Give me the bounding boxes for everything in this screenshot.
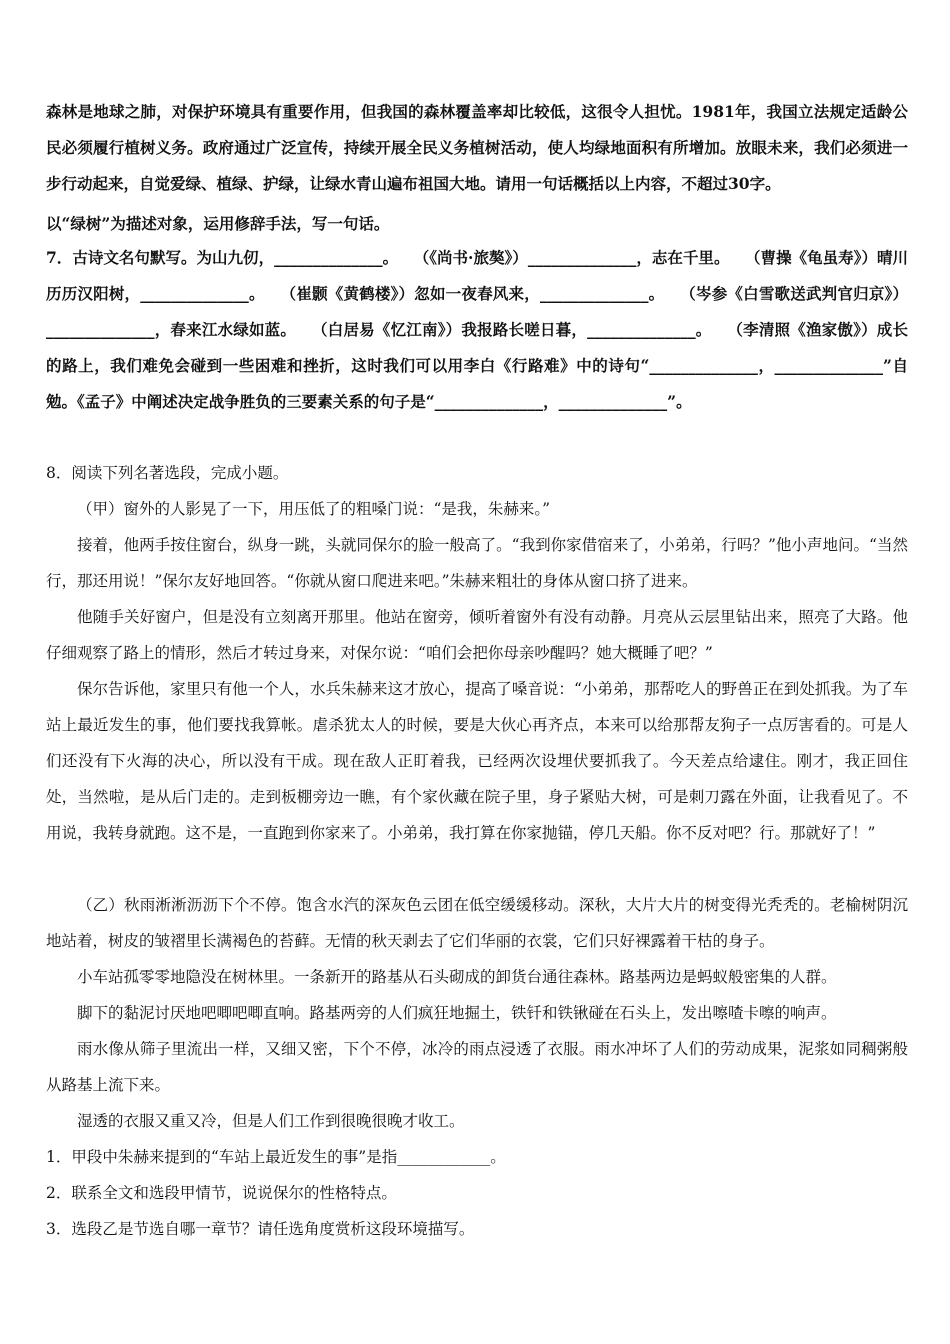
- passage-jia-p1: （甲）窗外的人影晃了一下，用压低了的粗嗓门说：“是我，朱赫来。”: [77, 500, 551, 518]
- passage-yi-p3: 脚下的黏泥讨厌地吧唧吧唧直响。路基两旁的人们疯狂地掘土，铁钎和铁锹碰在石头上，发出嚓喳卡嚓的响声。: [77, 1004, 837, 1022]
- intro-passage: 森林是地球之肺，对保护环境具有重要作用，但我国的森林覆盖率却比较低，这很令人担忧。1981年，我国立法规定适龄公民必须履行植树义务。政府通过广泛宣传，持续开展全民义务植树活动，使人均绿地面积有所增加。放眼未来，我们必须进一步行动起来，自觉爱绿、植绿、护绿，让绿水青山遍布祖国大地。请用一句话概括以上内容，不超过30字。: [46, 102, 908, 193]
- question-7: 7．古诗文名句默写。为山九仞，______________。 （《尚书·旅獒》）______________，志在千里。 （曹操《龟虽寿》）晴川历历汉阳树，______________。 （崔颢《黄鹤楼》）忽如一夜春风来，______________。 （岑参《白雪歌送武判官归京》）______________，春来江水绿如蓝。 （白居易《忆江南》）我报路长嗟日暮，______________。 （李清照《渔家傲》）成长的路上，我们难免会碰到一些困难和挫折，这时我们可以用李白《行路难》中的诗句“______________，______________”自勉。《孟子》中阐述决定战争胜负的三要素关系的句子是“______________，______________”。: [46, 248, 908, 411]
- question-8-heading: 8．阅读下列名著选段，完成小题。: [46, 464, 289, 482]
- intro-task: 以“绿树”为描述对象，运用修辞手法，写一句话。: [46, 214, 390, 233]
- passage-yi-p5: 湿透的衣服又重又冷，但是人们工作到很晚很晚才收工。: [77, 1112, 465, 1130]
- subquestion-3: 3．选段乙是节选自哪一章节？请任选角度赏析这段环境描写。: [46, 1220, 475, 1238]
- passage-yi-p2: 小车站孤零零地隐没在树林里。一条新开的路基从石头砌成的卸货台通往森林。路基两边是蚂蚁般密集的人群。: [77, 968, 837, 986]
- passage-jia-p2: 接着，他两手按住窗台，纵身一跳，头就同保尔的脸一般高了。“我到你家借宿来了，小弟弟，行吗？”他小声地问。“当然行，那还用说！”保尔友好地回答。“你就从窗口爬进来吧。”朱赫来粗壮的身体从窗口挤了进来。: [46, 536, 908, 590]
- passage-jia-p4: 保尔告诉他，家里只有他一个人，水兵朱赫来这才放心，提高了嗓音说：“小弟弟，那帮吃人的野兽正在到处抓我。为了车站上最近发生的事，他们要找我算帐。虐杀犹太人的时候，要是大伙心再齐点，本来可以给那帮友狗子一点厉害看的。可是人们还没有下火海的决心，所以没有干成。现在敌人正盯着我，已经两次设埋伏要抓我了。今天差点给逮住。刚才，我正回住处，当然啦，是从后门走的。走到板棚旁边一瞧，有个家伙藏在院子里，身子紧贴大树，可是刺刀露在外面，让我看见了。不用说，我转身就跑。这不是，一直跑到你家来了。小弟弟，我打算在你家抛锚，停几天船。你不反对吧？行。那就好了！”: [46, 680, 908, 842]
- passage-yi-p1: （乙）秋雨淅淅沥沥下个不停。饱含水汽的深灰色云团在低空缓缓移动。深秋，大片大片的树变得光秃秃的。老榆树阴沉地站着，树皮的皱褶里长满褐色的苔藓。无情的秋天剥去了它们华丽的衣裳，它们只好裸露着干枯的身子。: [46, 896, 908, 950]
- passage-jia-p3: 他随手关好窗户，但是没有立刻离开那里。他站在窗旁，倾听着窗外有没有动静。月亮从云层里钻出来，照亮了大路。他仔细观察了路上的情形，然后才转过身来，对保尔说：“咱们会把你母亲吵醒吗？她大概睡了吧？”: [46, 608, 908, 662]
- subquestion-2: 2．联系全文和选段甲情节，说说保尔的性格特点。: [46, 1184, 397, 1202]
- subquestion-1: 1．甲段中朱赫来提到的“车站上最近发生的事”是指____________。: [46, 1148, 506, 1166]
- passage-yi-p4: 雨水像从筛子里流出一样，又细又密，下个不停，冰冷的雨点浸透了衣服。雨水冲坏了人们的劳动成果，泥浆如同稠粥般从路基上流下来。: [46, 1040, 908, 1094]
